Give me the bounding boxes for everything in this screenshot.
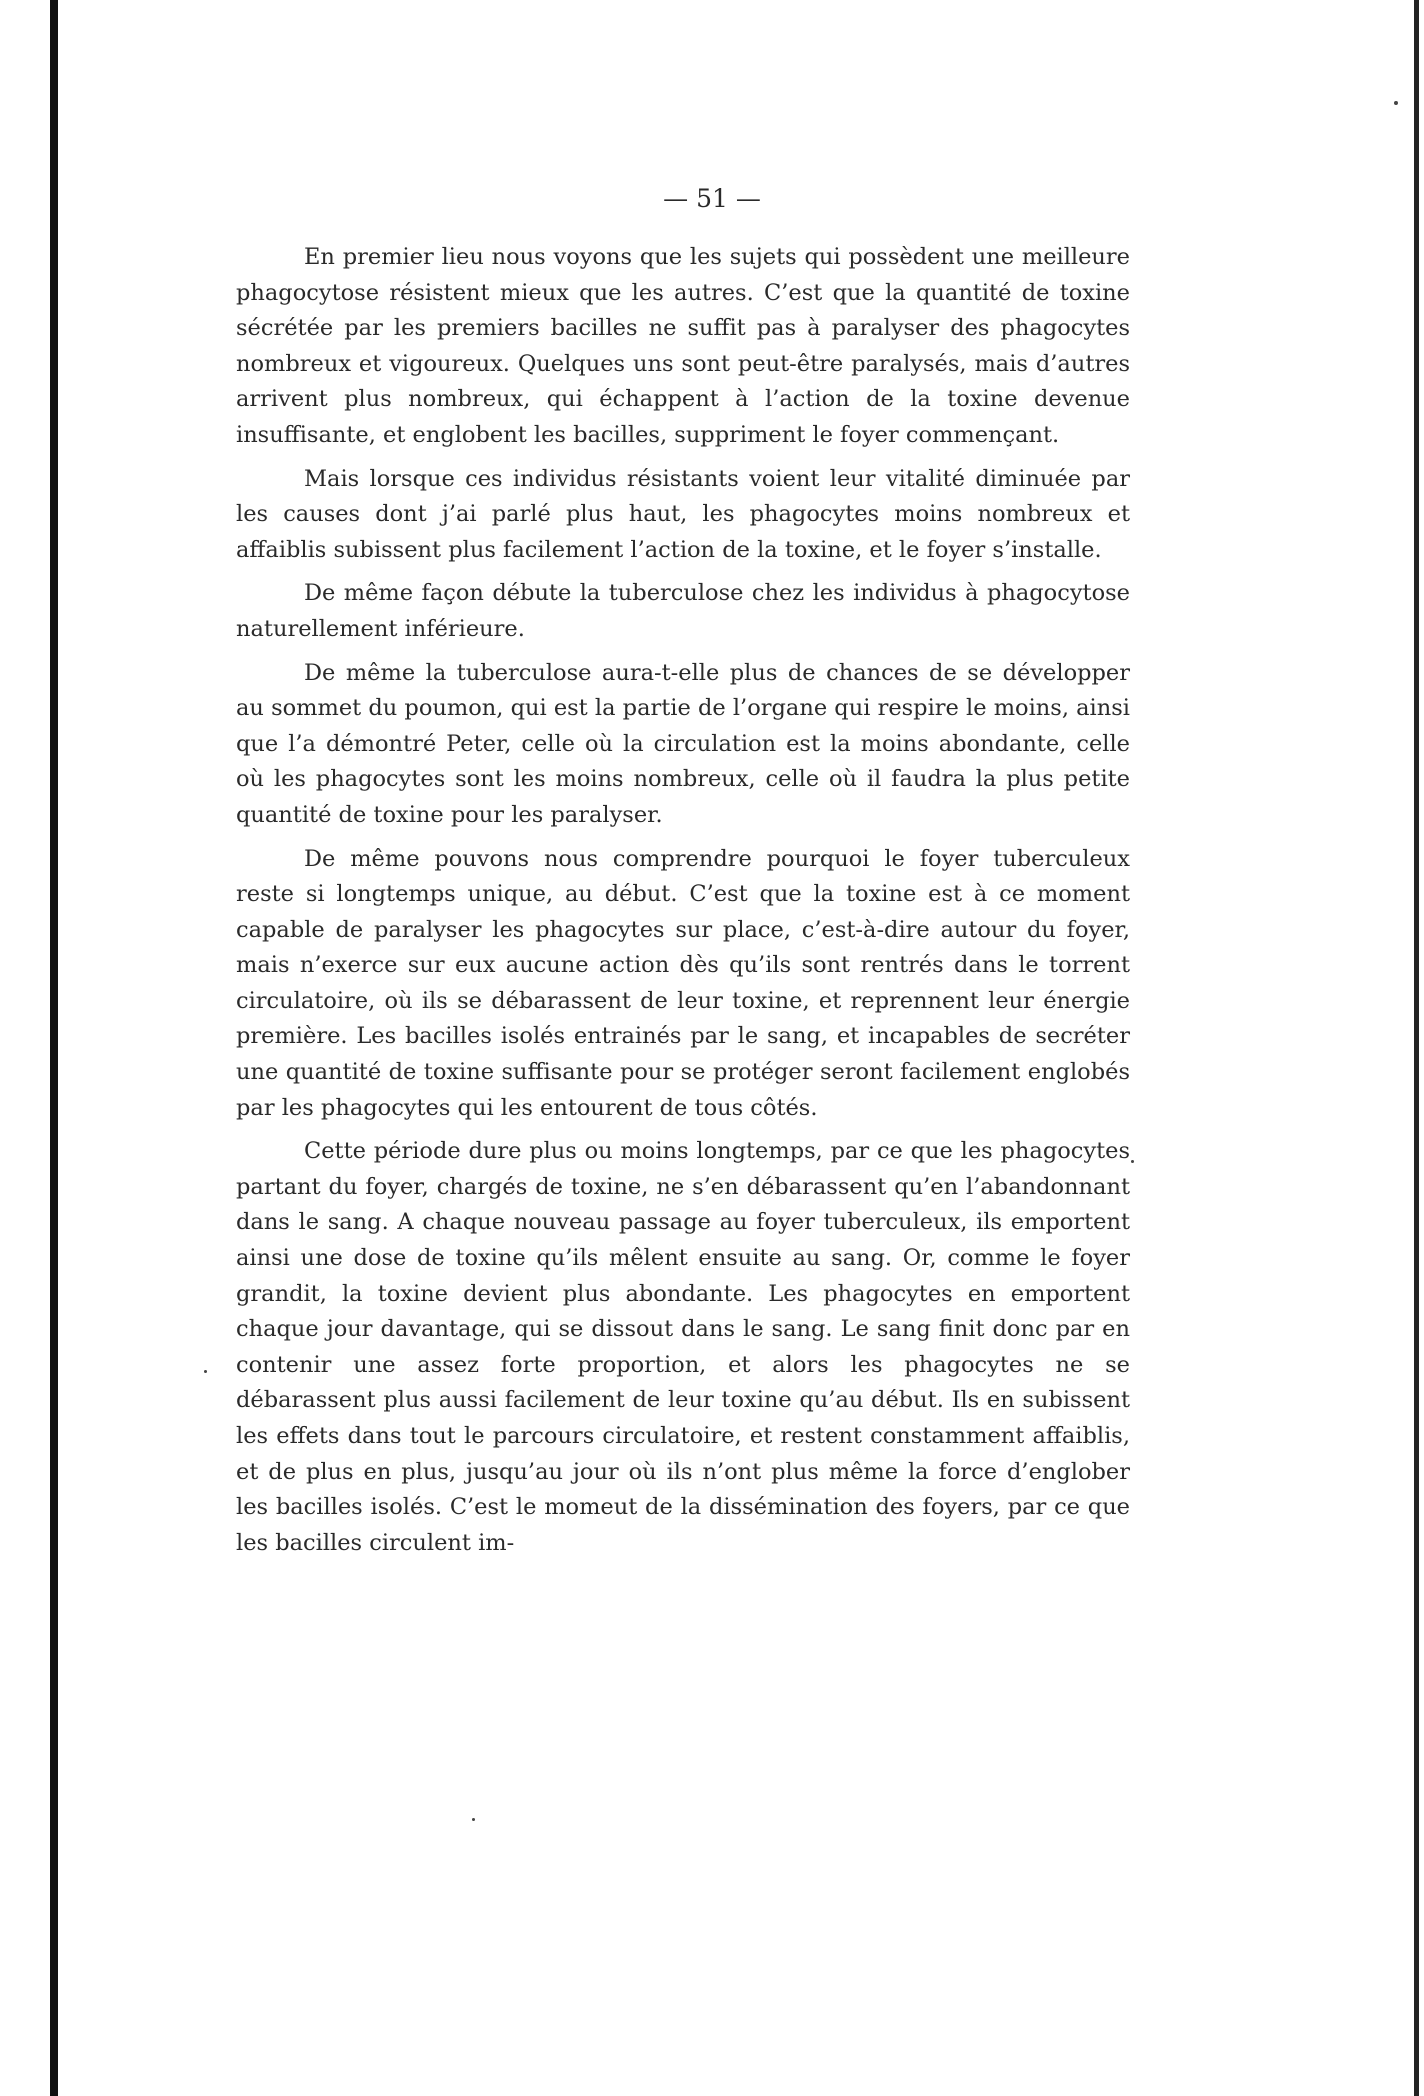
- page-number: — 51 —: [663, 184, 761, 213]
- paragraph: Cette période dure plus ou moins longtemps, par ce que les phagocytes partant du foyer, chargés de toxine, ne s’en débarassent qu’en l’abandonnant dans le sang. A chaque nouveau passage au foyer tuberculeux, ils emportent ainsi une dose de toxine qu’ils mêlent ensuite au sang. Or, comme le foyer grandit, la toxine devient plus abondante. Les phagocytes en emportent chaque jour davantage, qui se dissout dans le sang. Le sang finit donc par en contenir une assez forte proportion, et alors les phagocytes ne se débarassent plus aussi facilement de leur toxine qu’au début. Ils en subissent les effets dans tout le parcours circulatoire, et restent constamment affaiblis, et de plus en plus, jusqu’au jour où ils n’ont plus même la force d’englober les bacilles isolés. C’est le momeut de la dissémination des foyers, par ce que les bacilles circulent im-: [236, 1138, 1130, 1556]
- scan-speck: [1394, 101, 1398, 105]
- paragraph: De même pouvons nous comprendre pourquoi le foyer tuberculeux reste si longtemps unique, au début. C’est que la toxine est à ce moment capable de paralyser les phagocytes sur place, c’est-à-dire autour du foyer, mais n’exerce sur eux aucune action dès qu’ils sont rentrés dans le torrent circulatoire, où ils se débarassent de leur toxine, et reprennent leur énergie première. Les bacilles isolés entrainés par le sang, et incapables de secréter une quantité de toxine suffisante pour se protéger seront facilement englobés par les phagocytes qui les entourent de tous côtés.: [236, 845, 1130, 1121]
- left-page-edge: [50, 0, 58, 2096]
- body-text: [236, 240, 1130, 1569]
- scan-speck: [472, 1818, 475, 1821]
- scan-speck: [204, 1370, 207, 1373]
- paragraph: De même façon débute la tuberculose chez les individus à phagocytose naturellement inférieure.: [236, 580, 1130, 642]
- right-page-edge: [1414, 0, 1419, 2096]
- scan-speck: [1131, 1160, 1134, 1163]
- paragraph: En premier lieu nous voyons que les sujets qui possèdent une meilleure phagocytose résistent mieux que les autres. C’est que la quantité de toxine sécrétée par les premiers bacilles ne suffit pas à paralyser des phagocytes nombreux et vigoureux. Quelques uns sont peut-être paralysés, mais d’autres arrivent plus nombreux, qui échappent à l’action de la toxine devenue insuffisante, et englobent les bacilles, suppriment le foyer commençant.: [236, 244, 1130, 448]
- paragraph: Mais lorsque ces individus résistants voient leur vitalité diminuée par les causes dont j’ai parlé plus haut, les phagocytes moins nombreux et affaiblis subissent plus facilement l’action de la toxine, et le foyer s’installe.: [236, 465, 1130, 563]
- paragraph: De même la tuberculose aura-t-elle plus de chances de se développer au sommet du poumon, qui est la partie de l’organe qui respire le moins, ainsi que l’a démontré Peter, celle où la circulation est la moins abondante, celle où les phagocytes sont les moins nombreux, celle où il faudra la plus petite quantité de toxine pour les paralyser.: [236, 659, 1130, 828]
